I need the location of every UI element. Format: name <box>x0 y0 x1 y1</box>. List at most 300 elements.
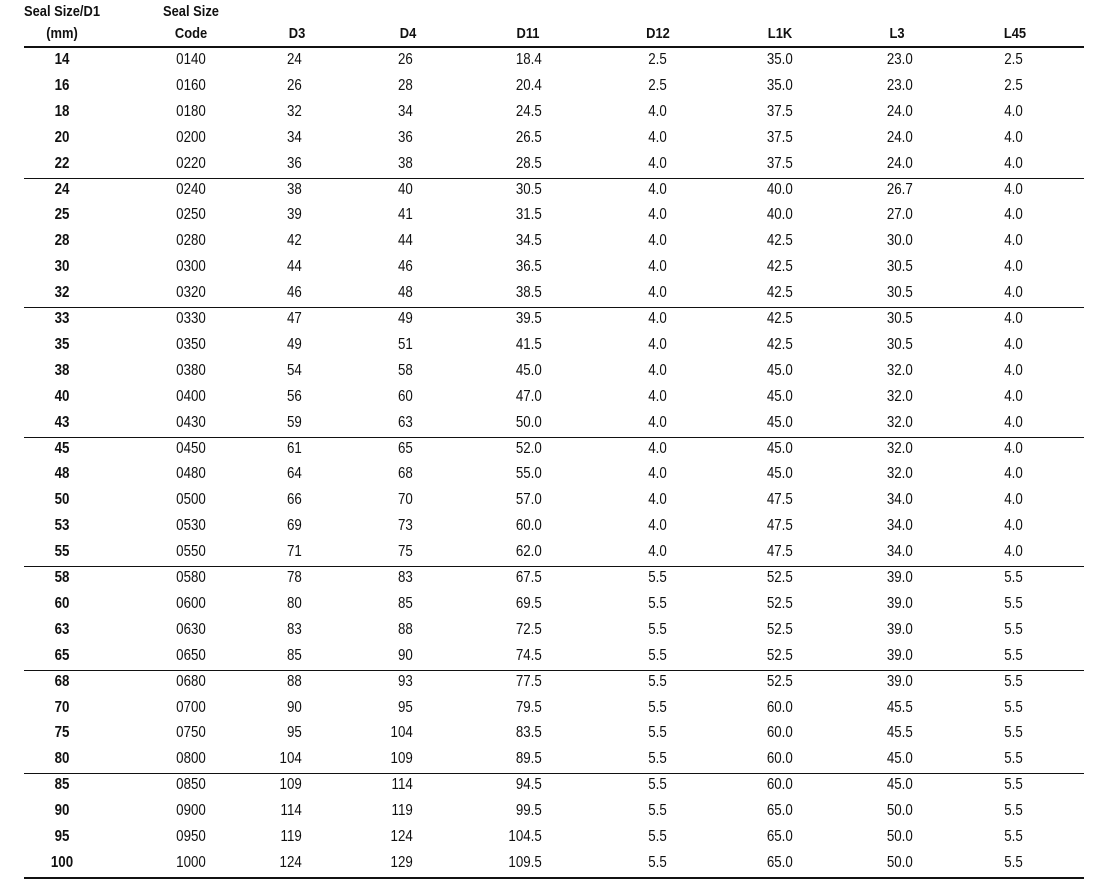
cell-code: 0700 <box>176 698 206 716</box>
table-row <box>0 798 1100 824</box>
cell-d11: 67.5 <box>515 569 542 586</box>
cell-l45: 4.0 <box>1004 361 1023 379</box>
cell-l3: 34.0 <box>886 491 913 509</box>
table-row <box>0 772 1100 798</box>
cell-size: 43 <box>54 413 70 431</box>
cell-d4: 124 <box>390 828 413 845</box>
table-row <box>0 487 1100 513</box>
header-seal-size-line1: Seal Size/D1 <box>23 3 101 20</box>
table-row <box>0 125 1100 151</box>
cell-l45: 4.0 <box>1004 387 1023 405</box>
cell-l1k: 42.5 <box>766 258 793 276</box>
cell-d3: 104 <box>279 750 302 768</box>
cell-l1k: 40.0 <box>766 206 793 224</box>
cell-size: 40 <box>54 387 70 405</box>
cell-size: 48 <box>54 465 70 483</box>
table-row <box>0 617 1100 643</box>
cell-d4: 83 <box>397 569 413 586</box>
cell-d4: 46 <box>397 258 413 276</box>
cell-d3: 61 <box>286 439 302 457</box>
cell-d4: 44 <box>397 232 413 250</box>
cell-d12: 4.0 <box>648 310 667 327</box>
cell-d11: 31.5 <box>515 206 542 224</box>
cell-d3: 88 <box>286 672 302 690</box>
cell-l1k: 45.0 <box>766 387 793 405</box>
cell-l45: 5.5 <box>1004 776 1023 794</box>
cell-size: 28 <box>54 232 70 250</box>
cell-d4: 40 <box>397 180 413 198</box>
cell-l3: 34.0 <box>886 517 913 535</box>
cell-l1k: 37.5 <box>766 102 793 120</box>
cell-code: 0530 <box>176 517 206 535</box>
cell-d4: 75 <box>397 543 413 561</box>
cell-l45: 5.5 <box>1004 698 1023 716</box>
cell-l45: 5.5 <box>1004 750 1023 768</box>
cell-d4: 63 <box>397 413 413 431</box>
cell-l3: 27.0 <box>886 206 913 224</box>
cell-d3: 59 <box>286 413 302 431</box>
table-bottom-rule <box>24 877 1084 880</box>
table-row <box>0 850 1100 876</box>
cell-d12: 5.5 <box>648 828 667 845</box>
cell-l3: 39.0 <box>886 594 913 612</box>
cell-size: 70 <box>54 698 70 716</box>
cell-d4: 114 <box>391 776 413 794</box>
cell-code: 0320 <box>176 284 206 302</box>
cell-d11: 104.5 <box>508 828 542 845</box>
cell-d3: 47 <box>286 310 302 327</box>
cell-l3: 39.0 <box>886 620 913 638</box>
cell-l1k: 60.0 <box>766 776 793 794</box>
cell-d12: 2.5 <box>648 51 667 68</box>
cell-d4: 73 <box>397 517 413 535</box>
cell-d3: 56 <box>286 387 302 405</box>
cell-d12: 5.5 <box>648 802 667 820</box>
cell-size: 60 <box>54 594 70 612</box>
cell-d11: 69.5 <box>515 594 542 612</box>
table-row <box>0 824 1100 850</box>
cell-d3: 71 <box>286 543 302 561</box>
cell-l45: 2.5 <box>1004 76 1023 94</box>
cell-l45: 4.0 <box>1004 232 1023 250</box>
cell-d3: 124 <box>279 853 302 871</box>
cell-l1k: 45.0 <box>766 439 793 457</box>
cell-d4: 70 <box>397 491 413 509</box>
cell-l1k: 65.0 <box>766 802 793 820</box>
table-row <box>0 591 1100 617</box>
cell-d12: 4.0 <box>648 335 667 353</box>
cell-code: 0280 <box>176 232 206 250</box>
cell-l1k: 52.5 <box>766 620 793 638</box>
cell-d3: 32 <box>286 102 302 120</box>
table-row <box>0 695 1100 721</box>
cell-l1k: 37.5 <box>766 128 793 146</box>
cell-size: 20 <box>54 128 70 146</box>
cell-d11: 39.5 <box>515 310 542 327</box>
cell-l3: 30.5 <box>886 258 913 276</box>
cell-code: 0200 <box>176 128 206 146</box>
cell-d12: 4.0 <box>648 284 667 302</box>
cell-l45: 4.0 <box>1004 335 1023 353</box>
cell-d4: 119 <box>391 802 413 820</box>
cell-l45: 4.0 <box>1004 128 1023 146</box>
cell-code: 0480 <box>176 465 206 483</box>
cell-d4: 49 <box>397 310 413 327</box>
cell-size: 22 <box>54 154 70 172</box>
cell-d12: 5.5 <box>648 750 667 768</box>
table-row <box>0 151 1100 177</box>
cell-code: 0350 <box>176 335 206 353</box>
cell-size: 32 <box>54 284 70 302</box>
cell-size: 63 <box>54 620 70 638</box>
header-l1k: L1K <box>767 25 793 42</box>
cell-l3: 30.0 <box>886 232 913 250</box>
cell-d12: 4.0 <box>648 154 667 172</box>
cell-d12: 4.0 <box>648 465 667 483</box>
cell-size: 85 <box>54 776 70 794</box>
cell-code: 0250 <box>176 206 206 224</box>
cell-size: 90 <box>54 802 70 820</box>
cell-size: 45 <box>54 439 70 457</box>
header-l45: L45 <box>1003 25 1027 42</box>
cell-d4: 104 <box>390 724 413 742</box>
cell-d4: 129 <box>390 853 413 871</box>
cell-d3: 39 <box>286 206 302 224</box>
cell-l3: 34.0 <box>886 543 913 561</box>
header-code-line2: Code <box>174 25 208 42</box>
cell-d4: 90 <box>397 646 413 664</box>
cell-l1k: 42.5 <box>766 335 793 353</box>
cell-l3: 24.0 <box>886 154 913 172</box>
cell-d12: 5.5 <box>648 620 667 638</box>
cell-l3: 30.5 <box>886 284 913 302</box>
cell-d12: 4.0 <box>648 128 667 146</box>
cell-l1k: 47.5 <box>766 517 793 535</box>
cell-l3: 39.0 <box>886 672 913 690</box>
table-row <box>0 436 1100 462</box>
cell-l45: 4.0 <box>1004 439 1023 457</box>
cell-code: 0430 <box>176 413 206 431</box>
cell-code: 0220 <box>176 154 206 172</box>
cell-d12: 4.0 <box>648 543 667 561</box>
cell-l45: 2.5 <box>1004 51 1023 68</box>
cell-l1k: 47.5 <box>766 491 793 509</box>
cell-l3: 45.5 <box>886 724 913 742</box>
cell-l45: 4.0 <box>1004 284 1023 302</box>
cell-d3: 90 <box>286 698 302 716</box>
cell-d3: 80 <box>286 594 302 612</box>
cell-l1k: 45.0 <box>766 465 793 483</box>
cell-size: 80 <box>54 750 70 768</box>
cell-d3: 34 <box>286 128 302 146</box>
cell-l3: 32.0 <box>886 387 913 405</box>
table-row <box>0 228 1100 254</box>
table-row <box>0 202 1100 228</box>
cell-d3: 69 <box>286 517 302 535</box>
cell-size: 68 <box>54 672 70 690</box>
cell-l3: 32.0 <box>886 413 913 431</box>
cell-code: 0400 <box>176 387 206 405</box>
cell-l1k: 47.5 <box>766 543 793 561</box>
cell-l45: 5.5 <box>1004 569 1023 586</box>
cell-d4: 95 <box>397 698 413 716</box>
cell-d4: 48 <box>397 284 413 302</box>
cell-d3: 83 <box>286 620 302 638</box>
cell-l3: 30.5 <box>886 335 913 353</box>
cell-l45: 5.5 <box>1004 724 1023 742</box>
cell-l45: 5.5 <box>1004 802 1023 820</box>
cell-d12: 5.5 <box>648 853 667 871</box>
cell-size: 35 <box>54 335 70 353</box>
cell-size: 38 <box>54 361 70 379</box>
cell-l45: 4.0 <box>1004 206 1023 224</box>
cell-code: 0850 <box>176 776 206 794</box>
cell-size: 24 <box>54 180 70 198</box>
cell-l45: 4.0 <box>1004 413 1023 431</box>
table-row <box>0 73 1100 99</box>
cell-size: 25 <box>54 206 70 224</box>
cell-l1k: 60.0 <box>766 724 793 742</box>
cell-code: 0550 <box>176 543 206 561</box>
cell-d4: 60 <box>397 387 413 405</box>
header-d4: D4 <box>399 25 417 42</box>
cell-d11: 36.5 <box>515 258 542 276</box>
table-row <box>0 280 1100 306</box>
cell-d3: 36 <box>286 154 302 172</box>
cell-l45: 5.5 <box>1004 853 1023 871</box>
cell-d11: 60.0 <box>515 517 542 535</box>
table-row <box>0 99 1100 125</box>
table-row <box>0 384 1100 410</box>
table-row <box>0 720 1100 746</box>
cell-d3: 114 <box>280 802 302 820</box>
cell-code: 0240 <box>176 180 206 198</box>
cell-d3: 119 <box>280 828 302 845</box>
cell-l1k: 42.5 <box>766 284 793 302</box>
cell-code: 0160 <box>176 76 206 94</box>
cell-code: 0900 <box>176 802 206 820</box>
cell-l45: 4.0 <box>1004 517 1023 535</box>
cell-code: 0450 <box>176 439 206 457</box>
header-d12: D12 <box>646 25 670 42</box>
cell-l1k: 52.5 <box>766 569 793 586</box>
cell-l3: 32.0 <box>886 361 913 379</box>
cell-d12: 4.0 <box>648 439 667 457</box>
table-row <box>0 746 1100 772</box>
cell-l1k: 60.0 <box>766 750 793 768</box>
cell-d3: 24 <box>286 51 302 68</box>
cell-code: 0600 <box>176 594 206 612</box>
table-row <box>0 513 1100 539</box>
cell-d11: 79.5 <box>515 698 542 716</box>
cell-d11: 47.0 <box>515 387 542 405</box>
cell-d4: 36 <box>397 128 413 146</box>
cell-l3: 45.5 <box>886 698 913 716</box>
cell-d11: 45.0 <box>515 361 542 379</box>
table-row <box>0 410 1100 436</box>
cell-size: 16 <box>54 76 70 94</box>
cell-d4: 68 <box>397 465 413 483</box>
cell-d11: 57.0 <box>515 491 542 509</box>
cell-l3: 50.0 <box>886 828 913 845</box>
cell-d12: 5.5 <box>648 724 667 742</box>
cell-d3: 64 <box>286 465 302 483</box>
cell-d4: 88 <box>397 620 413 638</box>
cell-l3: 26.7 <box>886 180 913 198</box>
cell-l1k: 35.0 <box>766 51 793 68</box>
cell-code: 0950 <box>176 828 206 845</box>
cell-l1k: 52.5 <box>766 594 793 612</box>
cell-size: 100 <box>50 853 74 871</box>
cell-d11: 20.4 <box>515 76 542 94</box>
cell-d12: 4.0 <box>648 102 667 120</box>
cell-d11: 41.5 <box>515 335 542 353</box>
cell-l1k: 65.0 <box>766 828 793 845</box>
cell-d3: 66 <box>286 491 302 509</box>
table-row <box>0 306 1100 332</box>
cell-l3: 45.0 <box>886 750 913 768</box>
cell-l45: 4.0 <box>1004 310 1023 327</box>
cell-d3: 42 <box>286 232 302 250</box>
header-d11: D11 <box>516 25 540 42</box>
cell-code: 0500 <box>176 491 206 509</box>
cell-d3: 54 <box>286 361 302 379</box>
cell-code: 0380 <box>176 361 206 379</box>
cell-l1k: 37.5 <box>766 154 793 172</box>
cell-l3: 30.5 <box>886 310 913 327</box>
cell-d11: 28.5 <box>515 154 542 172</box>
cell-d4: 38 <box>397 154 413 172</box>
cell-d11: 50.0 <box>515 413 542 431</box>
cell-l1k: 65.0 <box>766 853 793 871</box>
cell-l1k: 45.0 <box>766 361 793 379</box>
cell-size: 50 <box>54 491 70 509</box>
cell-l45: 4.0 <box>1004 465 1023 483</box>
cell-code: 0180 <box>176 102 206 120</box>
cell-d4: 65 <box>397 439 413 457</box>
cell-l45: 4.0 <box>1004 543 1023 561</box>
cell-d11: 89.5 <box>515 750 542 768</box>
cell-d12: 5.5 <box>648 776 667 794</box>
cell-l3: 39.0 <box>886 646 913 664</box>
cell-size: 95 <box>54 828 70 845</box>
cell-l45: 5.5 <box>1004 620 1023 638</box>
cell-code: 0800 <box>176 750 206 768</box>
table-row <box>0 539 1100 565</box>
cell-d12: 4.0 <box>648 491 667 509</box>
cell-d3: 78 <box>286 569 302 586</box>
cell-d11: 18.4 <box>515 51 542 68</box>
cell-d12: 4.0 <box>648 232 667 250</box>
cell-d3: 95 <box>286 724 302 742</box>
cell-d12: 4.0 <box>648 387 667 405</box>
cell-l3: 24.0 <box>886 128 913 146</box>
table-row <box>0 461 1100 487</box>
cell-l1k: 42.5 <box>766 232 793 250</box>
cell-code: 0630 <box>176 620 206 638</box>
cell-d11: 38.5 <box>515 284 542 302</box>
cell-d3: 85 <box>286 646 302 664</box>
cell-size: 33 <box>54 310 70 327</box>
cell-d4: 34 <box>397 102 413 120</box>
cell-d11: 24.5 <box>515 102 542 120</box>
cell-l1k: 40.0 <box>766 180 793 198</box>
cell-l45: 4.0 <box>1004 258 1023 276</box>
header-d3: D3 <box>288 25 306 42</box>
cell-d12: 5.5 <box>648 698 667 716</box>
cell-l45: 5.5 <box>1004 672 1023 690</box>
cell-l3: 45.0 <box>886 776 913 794</box>
table-row <box>0 332 1100 358</box>
cell-size: 58 <box>54 569 70 586</box>
cell-d3: 49 <box>286 335 302 353</box>
cell-d12: 5.5 <box>648 646 667 664</box>
cell-size: 14 <box>54 51 70 68</box>
cell-d4: 109 <box>390 750 413 768</box>
cell-d11: 109.5 <box>508 853 542 871</box>
cell-d11: 52.0 <box>515 439 542 457</box>
cell-d12: 4.0 <box>648 361 667 379</box>
cell-d11: 55.0 <box>515 465 542 483</box>
cell-d3: 26 <box>286 76 302 94</box>
cell-d11: 30.5 <box>515 180 542 198</box>
cell-l1k: 45.0 <box>766 413 793 431</box>
cell-l3: 23.0 <box>886 51 913 68</box>
cell-d4: 28 <box>397 76 413 94</box>
cell-d12: 4.0 <box>648 180 667 198</box>
cell-d12: 4.0 <box>648 258 667 276</box>
cell-d11: 83.5 <box>515 724 542 742</box>
cell-l1k: 60.0 <box>766 698 793 716</box>
cell-d11: 99.5 <box>515 802 542 820</box>
table-row <box>0 47 1100 73</box>
cell-d4: 26 <box>397 51 413 68</box>
cell-l45: 4.0 <box>1004 180 1023 198</box>
cell-size: 75 <box>54 724 70 742</box>
cell-d11: 26.5 <box>515 128 542 146</box>
cell-d4: 41 <box>397 206 413 224</box>
header-l3: L3 <box>889 25 905 42</box>
table-row <box>0 177 1100 203</box>
table-row <box>0 358 1100 384</box>
cell-l1k: 35.0 <box>766 76 793 94</box>
header-code-line1: Seal Size <box>163 3 219 20</box>
cell-l45: 4.0 <box>1004 491 1023 509</box>
cell-d12: 2.5 <box>648 76 667 94</box>
table-row <box>0 669 1100 695</box>
cell-l45: 5.5 <box>1004 828 1023 845</box>
cell-code: 0580 <box>176 569 206 586</box>
cell-d4: 58 <box>397 361 413 379</box>
cell-d3: 109 <box>279 776 302 794</box>
cell-d4: 85 <box>397 594 413 612</box>
cell-code: 0680 <box>176 672 206 690</box>
cell-d12: 4.0 <box>648 206 667 224</box>
table-row <box>0 643 1100 669</box>
cell-d11: 72.5 <box>515 620 542 638</box>
cell-size: 65 <box>54 646 70 664</box>
cell-l45: 4.0 <box>1004 102 1023 120</box>
cell-d11: 77.5 <box>515 672 542 690</box>
cell-l3: 23.0 <box>886 76 913 94</box>
cell-l3: 24.0 <box>886 102 913 120</box>
cell-l3: 39.0 <box>886 569 913 586</box>
cell-l45: 5.5 <box>1004 646 1023 664</box>
cell-l3: 50.0 <box>886 853 913 871</box>
cell-d11: 94.5 <box>515 776 542 794</box>
cell-l45: 4.0 <box>1004 154 1023 172</box>
cell-d4: 93 <box>397 672 413 690</box>
